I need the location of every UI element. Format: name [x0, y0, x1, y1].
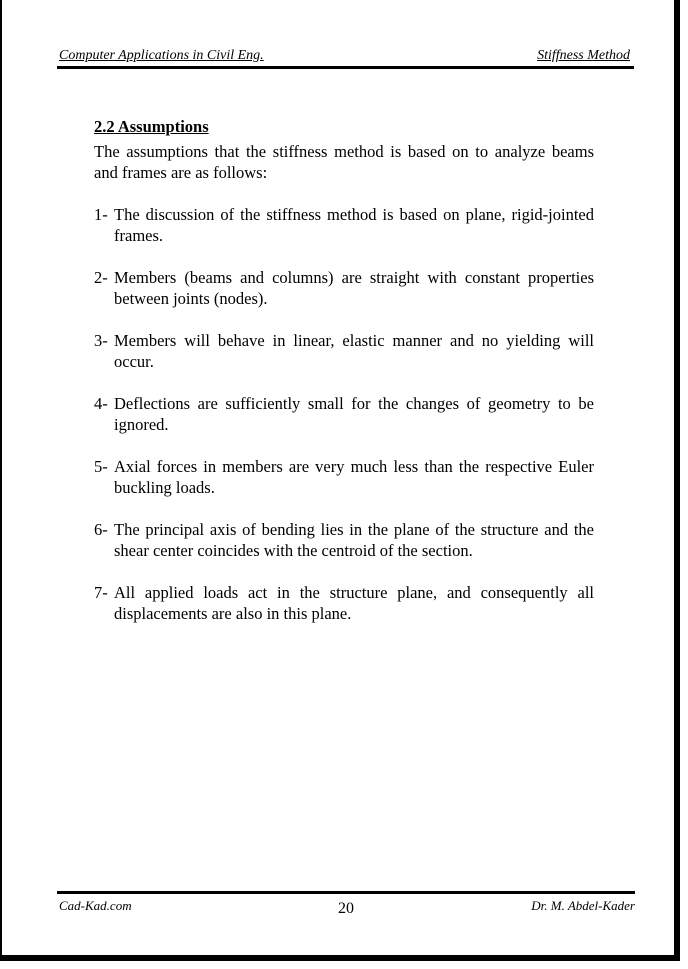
- list-item-number: 5-: [94, 457, 108, 476]
- list-item: [94, 393, 594, 435]
- list-item: [94, 582, 594, 624]
- list-item-number: 3-: [94, 331, 108, 350]
- list-item-text: All applied loads act in the structure plane, and consequently all displacements are also in this plane.: [114, 583, 594, 623]
- list-item-text: Deflections are sufficiently small for the changes of geometry to be ignored.: [114, 394, 594, 434]
- list-item: [94, 204, 594, 246]
- footer-website: Cad-Kad.com: [59, 898, 132, 913]
- list-item-number: 2-: [94, 268, 108, 287]
- list-item-text: Members will behave in linear, elastic manner and no yielding will occur.: [114, 331, 594, 371]
- list-item-number: 4-: [94, 394, 108, 413]
- list-item: [94, 267, 594, 309]
- footer-author: Dr. M. Abdel-Kader: [531, 898, 635, 913]
- list-item-text: The discussion of the stiffness method is based on plane, rigid-jointed frames.: [114, 205, 594, 245]
- list-item: [94, 519, 594, 561]
- section-intro: The assumptions that the stiffness method is based on to analyze beams and frames are as follows:: [94, 142, 594, 182]
- list-item-number: 6-: [94, 520, 108, 539]
- footer-divider: [57, 891, 635, 894]
- list-item: [94, 456, 594, 498]
- list-item-number: 1-: [94, 205, 108, 224]
- section-title: 2.2 Assumptions: [94, 117, 209, 136]
- list-item-text: Members (beams and columns) are straight with constant properties between joints (nodes).: [114, 268, 594, 308]
- assumptions-list: [94, 204, 594, 624]
- page-header: [57, 47, 634, 69]
- header-chapter-title: Stiffness Method: [537, 48, 630, 63]
- header-course-title: Computer Applications in Civil Eng.: [59, 48, 264, 63]
- page-footer: [57, 897, 635, 921]
- page-content: [94, 116, 594, 645]
- list-item: [94, 330, 594, 372]
- page-number: 20: [338, 900, 354, 917]
- list-item-text: The principal axis of bending lies in the plane of the structure and the shear center coincides with the centroid of the section.: [114, 520, 594, 560]
- list-item-text: Axial forces in members are very much less than the respective Euler buckling loads.: [114, 457, 594, 497]
- list-item-number: 7-: [94, 583, 108, 602]
